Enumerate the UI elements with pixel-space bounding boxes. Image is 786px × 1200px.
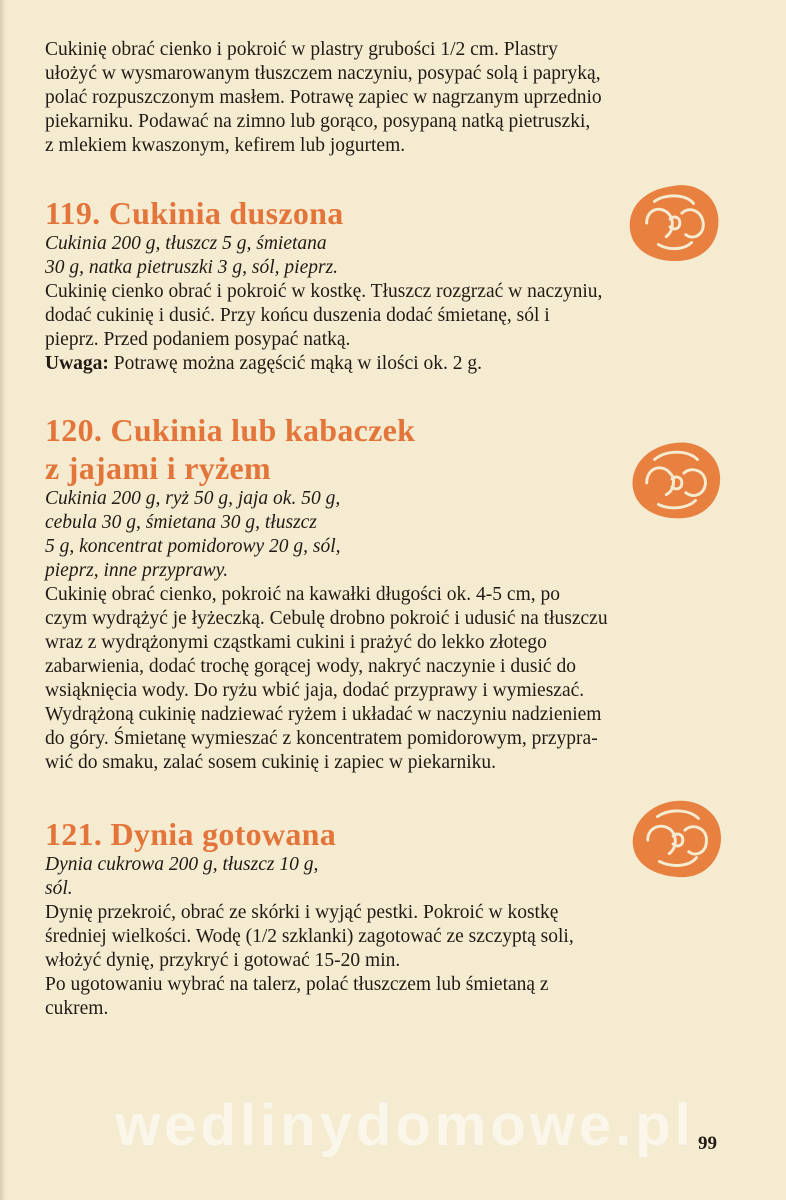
intro-paragraph xyxy=(45,38,725,158)
note-label: Uwaga: xyxy=(45,353,109,374)
intro-line: Cukinię obrać cienko i pokroić w plastry grubości 1/2 cm. Plastry xyxy=(45,39,558,60)
ingredients-line: 5 g, koncentrat pomidorowy 20 g, sól, xyxy=(45,536,341,557)
body-line: Po ugotowaniu wybrać na talerz, polać tłuszczem lub śmietaną z xyxy=(45,974,549,995)
ingredients-line: Cukinia 200 g, tłuszcz 5 g, śmietana xyxy=(45,233,327,254)
body-line: Cukinię cienko obrać i pokroić w kostkę. Tłuszcz rozgrzać w naczyniu, xyxy=(45,281,603,302)
ingredients-line: cebula 30 g, śmietana 30 g, tłuszcz xyxy=(45,512,317,533)
body-line: wić do smaku, zalać sosem cukinię i zapiec w piekarniku. xyxy=(45,752,497,773)
ingredients-line: sól. xyxy=(45,878,73,899)
recipe-121 xyxy=(45,815,725,1021)
body-line: czym wydrążyć je łyżeczką. Cebulę drobno pokroić i udusić na tłuszczu xyxy=(45,608,608,629)
ingredients-line: pieprz, inne przyprawy. xyxy=(45,560,229,581)
intro-line: ułożyć w wysmarowanym tłuszczem naczyniu, posypać solą i papryką, xyxy=(45,63,601,84)
body-line: włożyć dynię, przykryć i gotować 15-20 min. xyxy=(45,950,401,971)
recipe-119 xyxy=(45,194,725,376)
vegetable-ornament-icon xyxy=(628,797,726,881)
intro-line: piekarniku. Podawać na zimno lub gorąco, posypaną natką pietruszki, xyxy=(45,111,591,132)
body-line: cukrem. xyxy=(45,998,109,1019)
recipe-title: z jajami i ryżem xyxy=(45,450,272,486)
body-line: pieprz. Przed podaniem posypać natką. xyxy=(45,329,351,350)
page-number: 99 xyxy=(698,1133,717,1154)
vegetable-ornament-icon xyxy=(627,438,725,522)
vegetable-ornament-icon xyxy=(625,180,723,264)
watermark: wedlinydomowe.pl xyxy=(115,1093,695,1158)
body-line: Dynię przekroić, obrać ze skórki i wyjąć pestki. Pokroić w kostkę xyxy=(45,902,559,923)
body-line: Cukinię obrać cienko, pokroić na kawałki długości ok. 4-5 cm, po xyxy=(45,584,560,605)
body-line: Wydrążoną cukinię nadziewać ryżem i układać w naczyniu nadzieniem xyxy=(45,704,602,725)
body-line: średniej wielkości. Wodę (1/2 szklanki) zagotować ze szczyptą soli, xyxy=(45,926,574,947)
recipe-title: 120. Cukinia lub kabaczek xyxy=(45,412,416,448)
body-line: wsiąknięcia wody. Do ryżu wbić jaja, dodać przyprawy i wymieszać. xyxy=(45,680,585,701)
ingredients-line: 30 g, natka pietruszki 3 g, sól, pieprz. xyxy=(45,257,339,278)
body-line: dodać cukinię i dusić. Przy końcu duszenia dodać śmietanę, sól i xyxy=(45,305,550,326)
body-line: do góry. Śmietanę wymieszać z koncentratem pomidorowym, przypra- xyxy=(45,728,598,749)
body-line: wraz z wydrążonymi cząstkami cukini i prażyć do lekko złotego xyxy=(45,632,547,653)
recipe-title: 119. Cukinia duszona xyxy=(45,195,344,231)
ingredients-line: Dynia cukrowa 200 g, tłuszcz 10 g, xyxy=(45,854,319,875)
note-line xyxy=(45,352,725,376)
recipe-title: 121. Dynia gotowana xyxy=(45,816,337,852)
intro-line: z mlekiem kwaszonym, kefirem lub jogurtem. xyxy=(45,135,406,156)
ingredients-line: Cukinia 200 g, ryż 50 g, jaja ok. 50 g, xyxy=(45,488,341,509)
intro-line: polać rozpuszczonym masłem. Potrawę zapiec w nagrzanym uprzednio xyxy=(45,87,602,108)
recipe-120 xyxy=(45,411,725,775)
note-text: Potrawę można zagęścić mąką w ilości ok. 2 g. xyxy=(108,353,483,374)
page-edge xyxy=(0,0,6,1200)
body-line: zabarwienia, dodać trochę gorącej wody, nakryć naczynie i dusić do xyxy=(45,656,576,677)
